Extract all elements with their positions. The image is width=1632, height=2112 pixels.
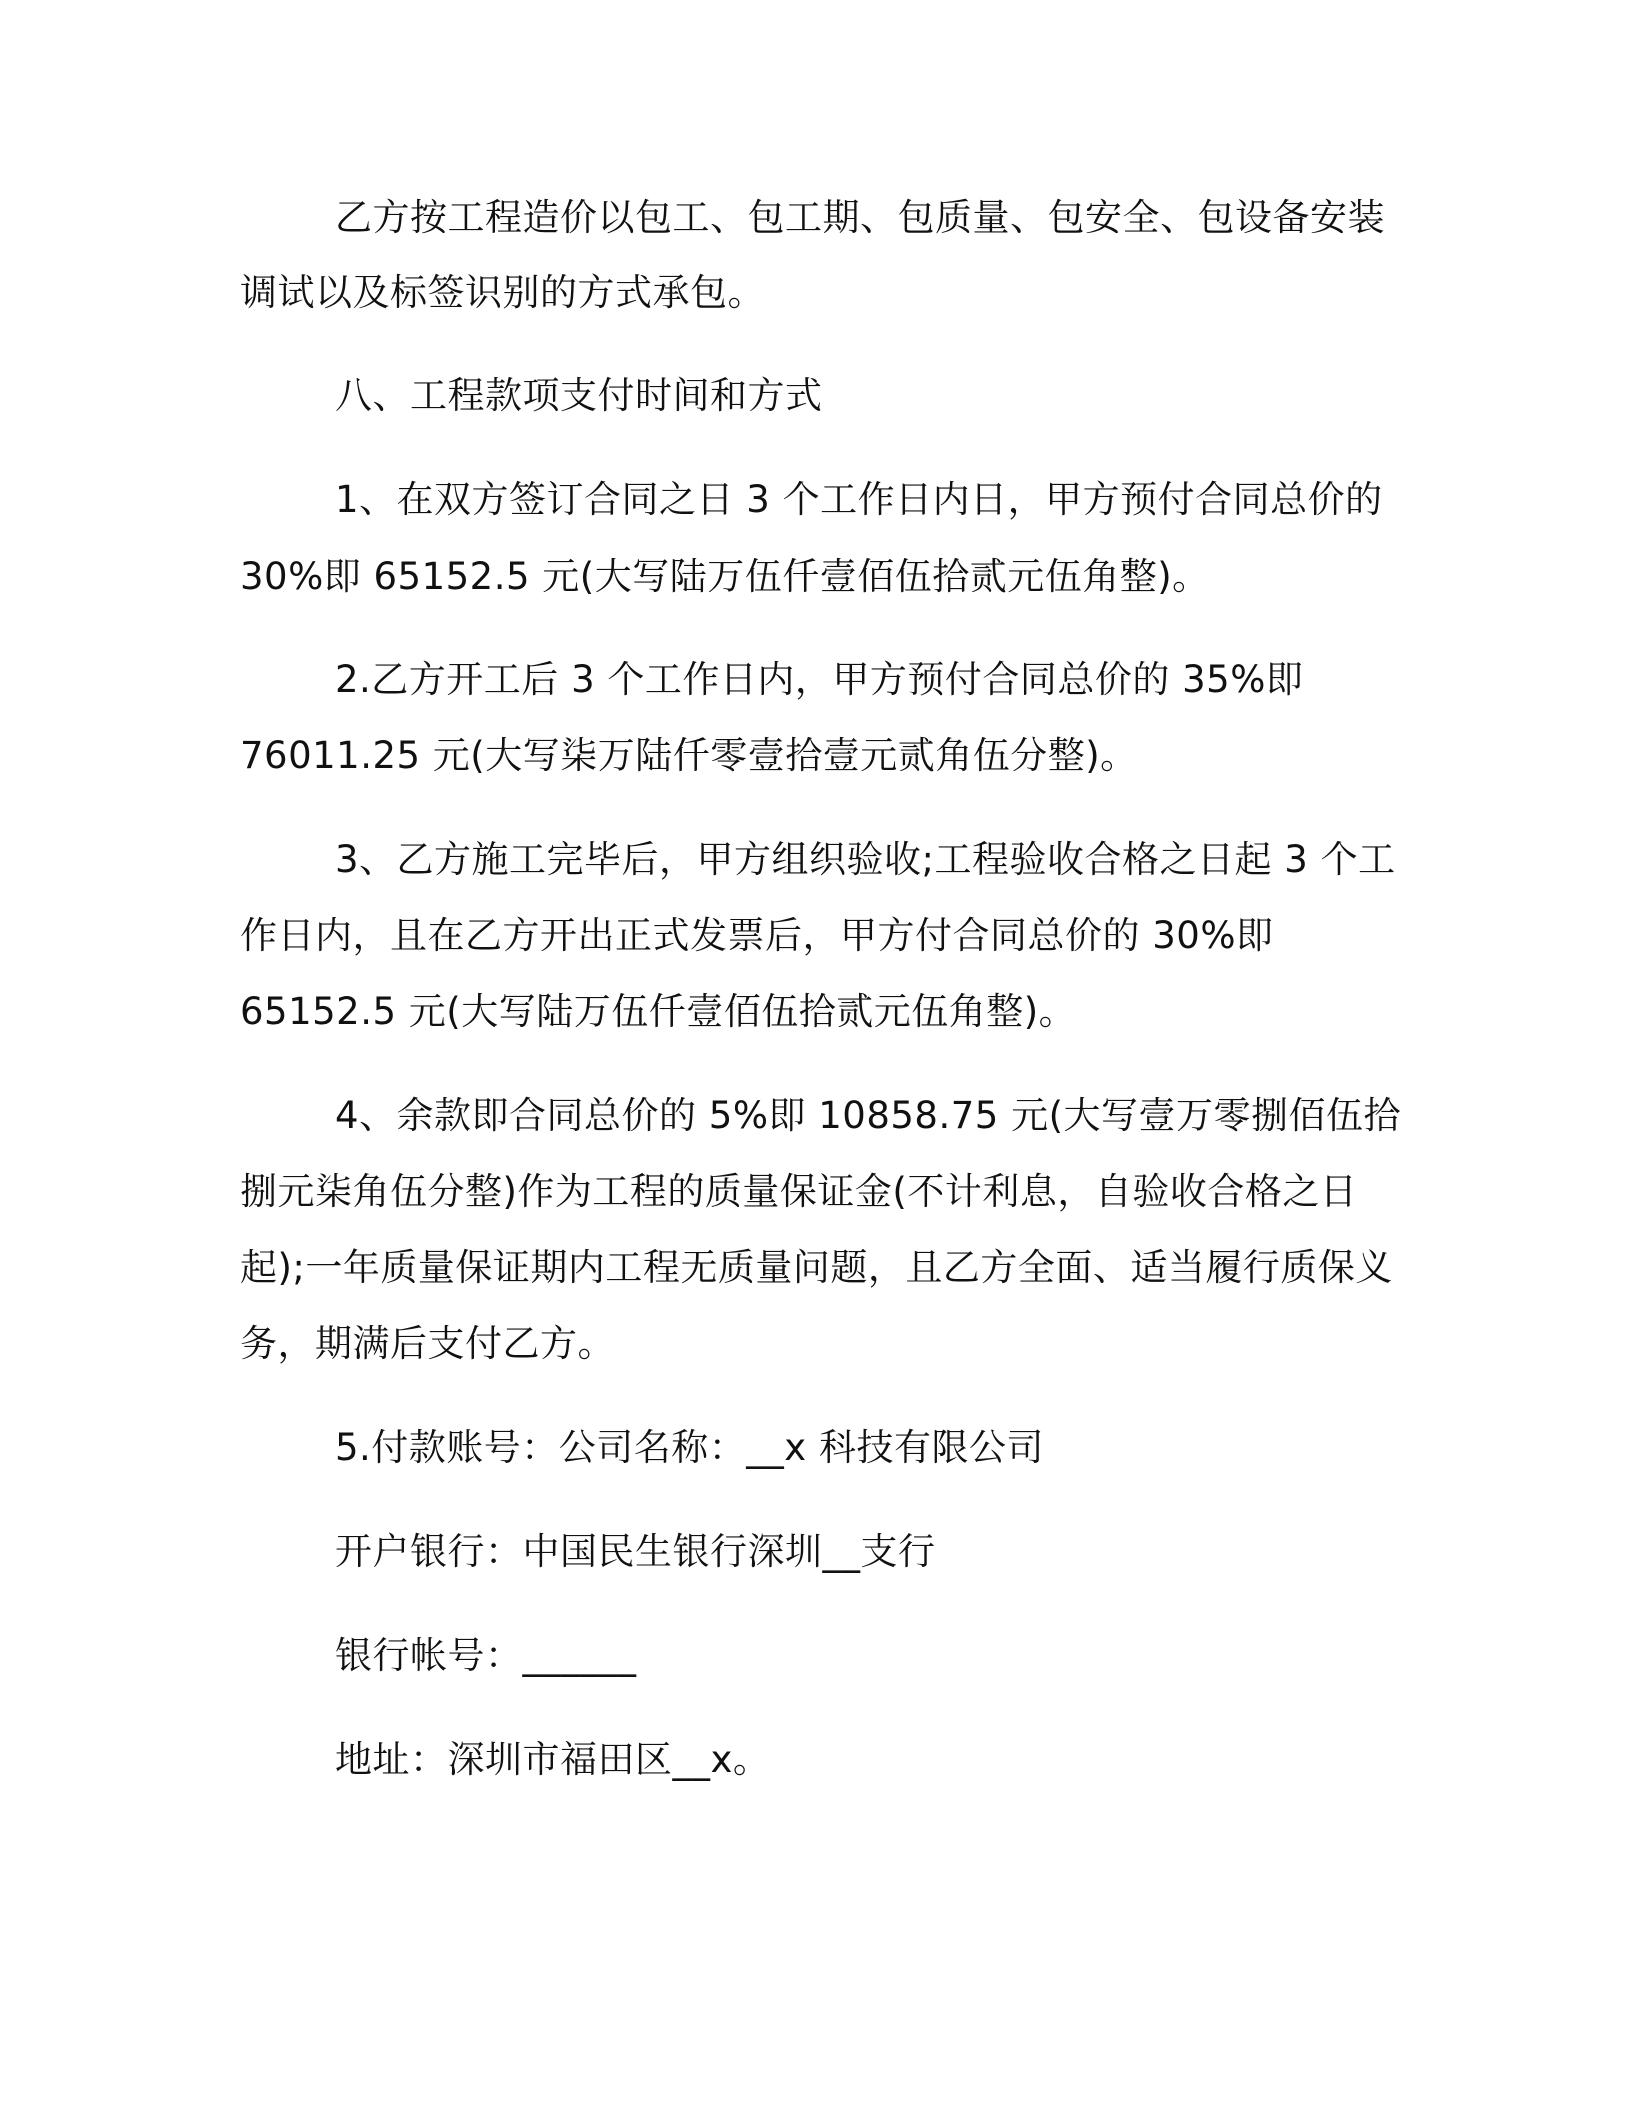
clause-5-bank-name: 开户银行：中国民生银行深圳__支行 bbox=[335, 1530, 936, 1573]
paragraph-contract-mode-line-1: 乙方按工程造价以包工、包工期、包质量、包安全、包设备安装 bbox=[335, 196, 1385, 239]
clause-2-line-2: 76011.25 元(大写柒万陆仟零壹拾壹元贰角伍分整)。 bbox=[240, 734, 1138, 777]
clause-5-bank-account: 银行帐号：______ bbox=[335, 1634, 637, 1677]
clause-5-company-name: 5.付款账号：公司名称：__x 科技有限公司 bbox=[335, 1426, 1044, 1469]
clause-3-line-1: 3、乙方施工完毕后，甲方组织验收;工程验收合格之日起 3 个工 bbox=[335, 838, 1396, 881]
paragraph-contract-mode-line-2: 调试以及标签识别的方式承包。 bbox=[240, 271, 765, 314]
clause-4-line-2: 捌元柒角伍分整)作为工程的质量保证金(不计利息，自验收合格之日 bbox=[240, 1170, 1358, 1213]
clause-2-line-1: 2.乙方开工后 3 个工作日内，甲方预付合同总价的 35%即 bbox=[335, 658, 1304, 701]
clause-4-line-4: 务，期满后支付乙方。 bbox=[240, 1322, 615, 1365]
clause-3-line-3: 65152.5 元(大写陆万伍仟壹佰伍拾贰元伍角整)。 bbox=[240, 990, 1077, 1033]
clause-1-line-2: 30%即 65152.5 元(大写陆万伍仟壹佰伍拾贰元伍角整)。 bbox=[240, 555, 1210, 598]
clause-1-line-1: 1、在双方签订合同之日 3 个工作日内日，甲方预付合同总价的 bbox=[335, 478, 1383, 521]
clause-4-line-3: 起);一年质量保证期内工程无质量问题，且乙方全面、适当履行质保义 bbox=[240, 1246, 1393, 1289]
clause-3-line-2: 作日内，且在乙方开出正式发票后，甲方付合同总价的 30%即 bbox=[240, 914, 1274, 957]
clause-5-address: 地址：深圳市福田区__x。 bbox=[335, 1738, 771, 1781]
clause-4-line-1: 4、余款即合同总价的 5%即 10858.75 元(大写壹万零捌佰伍拾 bbox=[335, 1094, 1402, 1137]
section-heading-payment: 八、工程款项支付时间和方式 bbox=[335, 374, 823, 417]
